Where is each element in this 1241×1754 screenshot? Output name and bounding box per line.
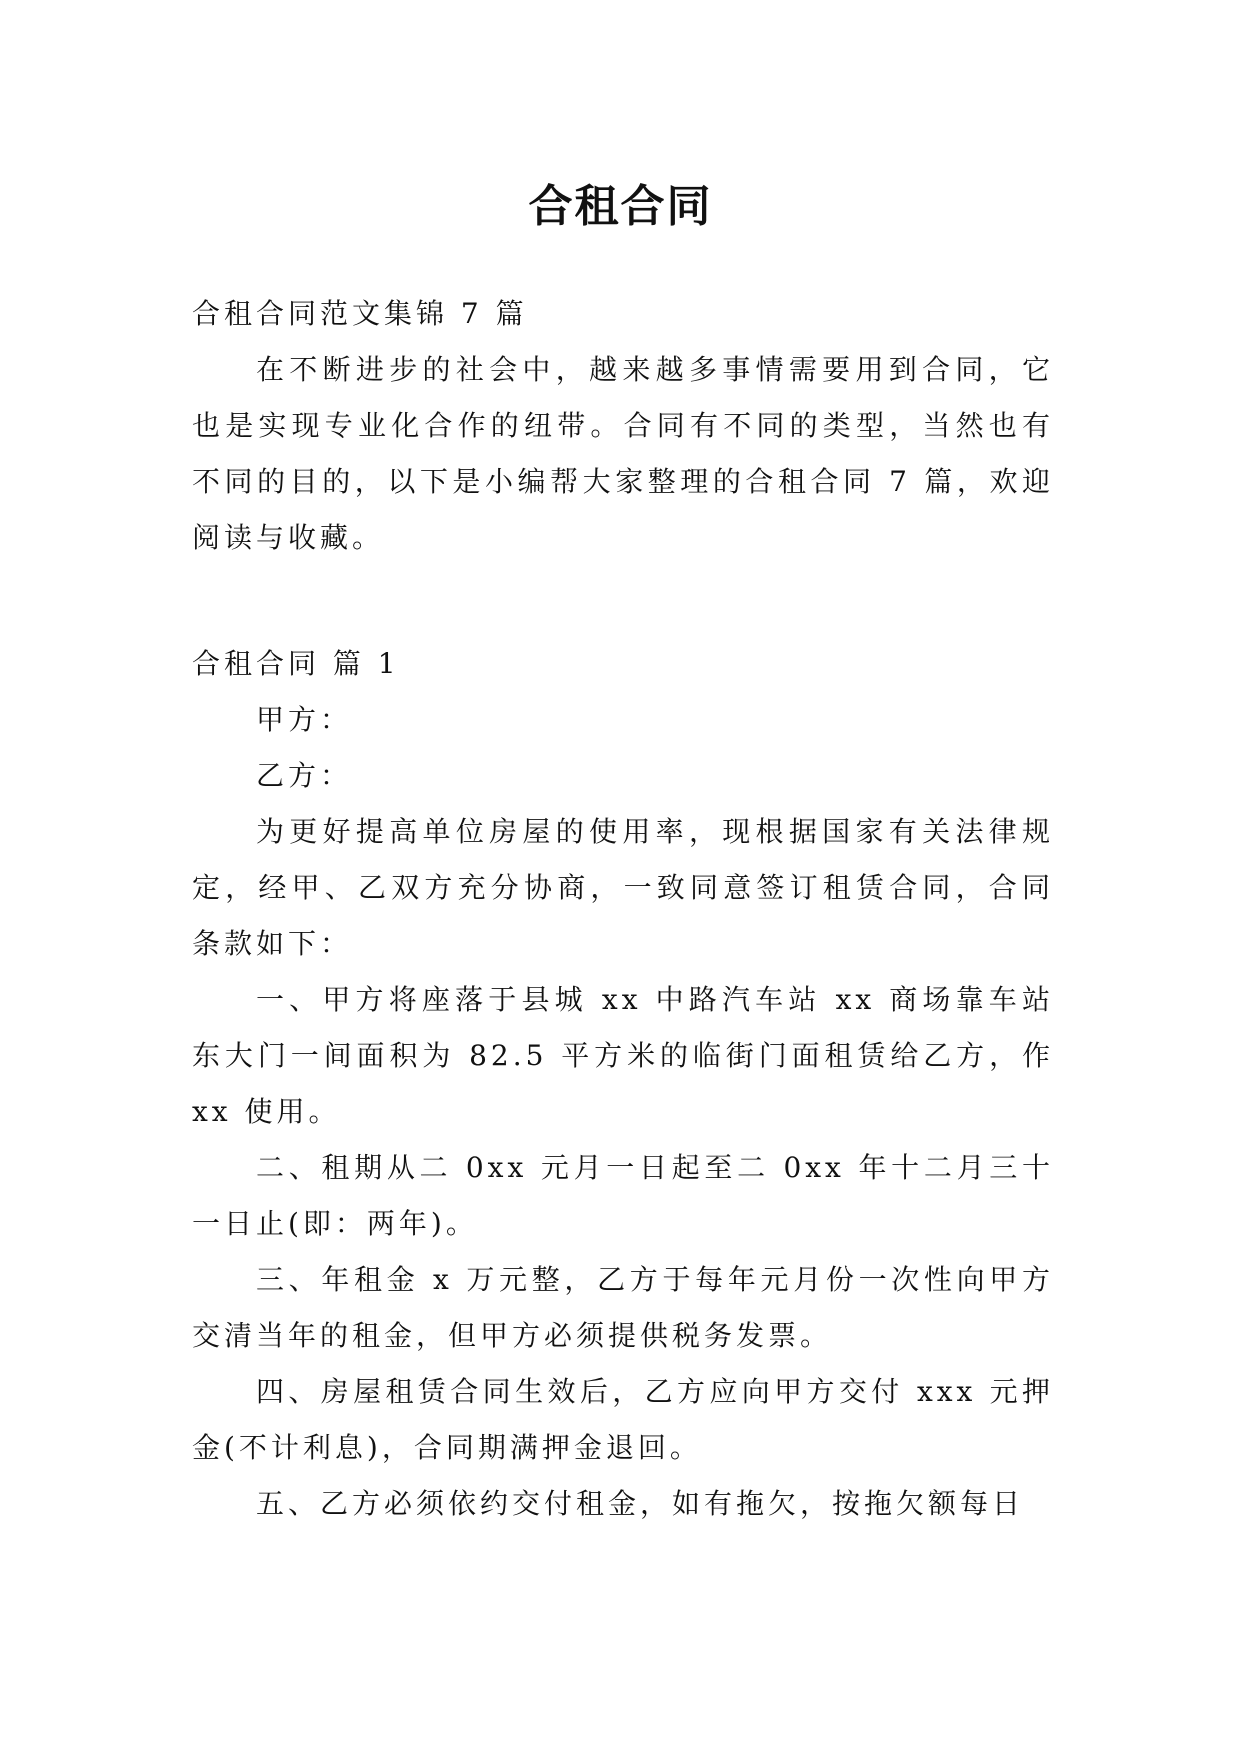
clause-paragraph: 四、房屋租赁合同生效后，乙方应向甲方交付 xxx 元押金(不计利息)，合同期满押金退回。 (192, 1375, 1054, 1464)
collection-line: 合租合同范文集锦 7 篇 (192, 297, 528, 330)
preamble-paragraph: 为更好提高单位房屋的使用率，现根据国家有关法律规定，经甲、乙双方充分协商，一致同意签订租赁合同，合同条款如下： (192, 815, 1054, 960)
contract-block (192, 636, 1054, 1532)
clause-paragraph: 三、年租金 x 万元整，乙方于每年元月份一次性向甲方交清当年的租金，但甲方必须提供税务发票。 (192, 1263, 1054, 1352)
clause-paragraph: 五、乙方必须依约交付租金，如有拖欠，按拖欠额每日 (256, 1487, 1025, 1520)
section-heading: 合租合同 篇 1 (192, 647, 400, 680)
intro-paragraph: 在不断进步的社会中，越来越多事情需要用到合同，它也是实现专业化合作的纽带。合同有不同的类型，当然也有不同的目的，以下是小编帮大家整理的合租合同 7 篇，欢迎阅读与收藏。 (192, 353, 1054, 554)
clause-paragraph: 一、甲方将座落于县城 xx 中路汽车站 xx 商场靠车站东大门一间面积为 82.5 平方米的临街门面租赁给乙方，作 xx 使用。 (192, 983, 1054, 1128)
party-b-line: 乙方： (256, 759, 353, 792)
document-title: 合租合同 (528, 181, 713, 233)
party-a-line: 甲方： (256, 703, 353, 736)
intro-block (192, 286, 1054, 566)
clause-paragraph: 二、租期从二 0xx 元月一日起至二 0xx 年十二月三十一日止(即：两年)。 (192, 1151, 1054, 1240)
